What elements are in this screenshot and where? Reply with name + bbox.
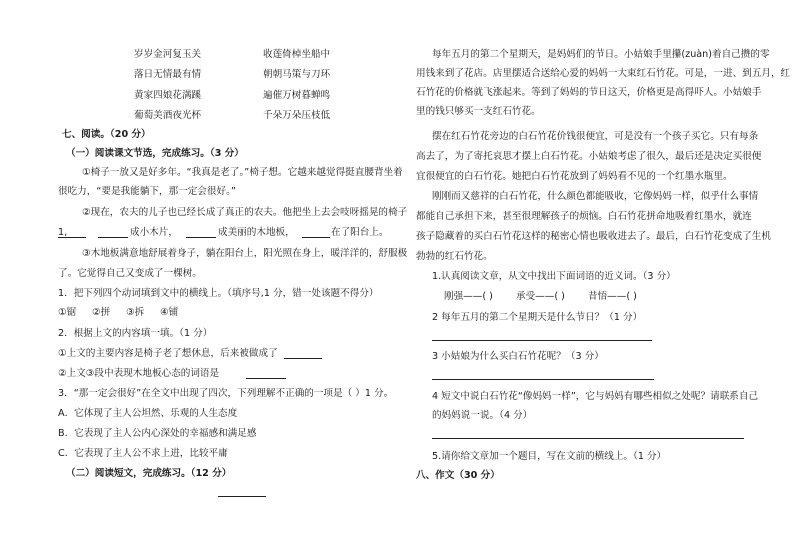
- blank-2[interactable]: [98, 237, 128, 238]
- q2-blank-1[interactable]: [284, 358, 322, 359]
- para2-line2-b: 成小木片，: [130, 227, 178, 238]
- rq4-line2: 的妈妈说一说。（4 分）: [432, 410, 533, 421]
- story-p1-line3: 石竹花的价格就飞涨起来。等到了妈妈的节日这天，价格更是高得吓人。小姑娘手: [416, 87, 762, 98]
- q2-blank-2[interactable]: [246, 378, 286, 379]
- para2-line1: ②现在，农夫的儿子也已经长成了真正的农夫。他把坐上去会吱呀摇晃的椅子: [82, 207, 408, 218]
- story-p2-line3: 宜很便宜的白石竹花。她把白石竹花放到了妈妈看不见的一个红墨水瓶里。: [416, 171, 733, 182]
- rq4-line1: 4 短文中说白石竹花“像妈妈一样”，它与妈妈有哪些相似之处呢？请联系自己: [432, 391, 759, 402]
- para2-line2-a: 1,: [58, 227, 68, 238]
- q1-option-4: ④铺: [160, 307, 179, 318]
- rq1-text: 1.认真阅读文章，从文中找出下面词语的近义词。（3 分）: [432, 271, 676, 282]
- match-right-4: 千朵万朵压枝低: [263, 110, 331, 121]
- q2-text: 2．根据上文的内容填一填。（1 分）: [58, 328, 213, 339]
- match-right-2: 朝朝马策与刀环: [263, 69, 331, 80]
- story-p1-line4: 里的钱只够买一支红石竹花。: [416, 106, 541, 117]
- match-right-3: 遍催万树暮蝉鸣: [263, 90, 331, 101]
- blank-4[interactable]: [302, 237, 330, 238]
- story-p3-line3: 孩子隐藏着的买白石竹花这样的秘密心情也吸收进去了。最后，白石竹花变成了生机: [416, 231, 771, 242]
- q3-text: 3．“那一定会很好”在全文中出现了四次，下列理解不正确的一项是（ ）1 分。: [58, 388, 394, 399]
- para3-line1: ③木地板满意地舒展着身子，躺在阳台上，阳光照在身上，暖洋洋的，舒服极: [82, 248, 408, 259]
- part1-title: （一）阅读课文节选，完成练习。（3 分）: [66, 148, 244, 159]
- q3-option-c: C．它表现了主人公不求上进，比较平庸: [58, 448, 228, 459]
- q3-option-b: B．它表现了主人公内心深处的幸福感和满足感: [58, 428, 257, 439]
- rq4-answer-line[interactable]: [432, 438, 744, 439]
- section7-title: 七、阅读。（20 分）: [62, 129, 151, 140]
- q1-text: 1．把下列四个动词填到文中的横线上。（填序号,1 分，错一处该题不得分）: [58, 288, 379, 299]
- q2-line1: ①上文的主要内容是椅子老了想休息，后来被做成了: [58, 348, 278, 359]
- para2-line2-d: 在了阳台上。: [331, 227, 389, 238]
- match-left-4: 葡萄美酒夜光杯: [134, 110, 202, 121]
- rq1-item-1[interactable]: 刚强——( ): [444, 291, 493, 302]
- rq2-answer-line[interactable]: [432, 340, 652, 341]
- para3-line2: 了。它觉得自己又变成了一棵树。: [58, 268, 202, 279]
- rq5-text: 5.请你给文章加一个题目，写在文前的横线上。（1 分）: [432, 451, 667, 462]
- match-left-1: 岁岁金河复玉关: [134, 49, 202, 60]
- section8-title: 八、作文（30 分）: [416, 470, 500, 481]
- rq1-item-3[interactable]: 昔悟——( ): [588, 291, 637, 302]
- q1-option-2: ②拼: [92, 307, 111, 318]
- story-p3-line1: 刚刚而又慈祥的白石竹花，什么颜色都能吸收，它像妈妈一样，似乎什么事情: [432, 191, 759, 202]
- para1-line1: ①椅子一放又是好多年。“我真是老了。”椅子想。它越来越觉得挺直腰背坐着: [82, 167, 403, 178]
- story-p3-line4: 勃勃的红石竹花。: [416, 251, 493, 262]
- para2-line2-c: 成美丽的木地板，: [218, 227, 295, 238]
- story-p1-line2: 用钱来到了花店。店里摆适合送给心爱的妈妈一大束红石竹花。可是，一进、到五月，红: [416, 68, 791, 79]
- part2-title: （二）阅读短文，完成练习。（12 分）: [66, 468, 232, 479]
- q1-option-3: ③拆: [126, 307, 145, 318]
- rq3-text: 3 小姑娘为什么买白石竹花呢？（3 分）: [432, 351, 604, 362]
- match-left-3: 黄家四娘花满蹊: [134, 90, 202, 101]
- rq2-text: 2 每年五月的第二个星期天是什么节日？（1 分）: [432, 312, 643, 323]
- blank-3[interactable]: [186, 237, 216, 238]
- story-p2-line1: 摆在红石竹花旁边的白石竹花价钱很便宜，可是没有一个孩子买它。只有每条: [432, 131, 759, 142]
- match-right-1: 收莲倚棹坐船中: [263, 49, 331, 60]
- story-p1-line1: 每年五月的第二个星期天，是妈妈们的节日。小姑娘手里攥(zuàn)着自己攒的零: [432, 49, 770, 60]
- q2-line2: ②上文③段中表现木地板心态的词语是: [58, 368, 220, 379]
- q1-option-1: ①锯: [58, 307, 77, 318]
- match-left-2: 落日无情最有情: [134, 69, 202, 80]
- para1-line2: 很吃力，“要是我能躺下，那一定会很好。”: [58, 186, 236, 197]
- rq1-item-2[interactable]: 承受——( ): [516, 291, 565, 302]
- story-p3-line2: 都能自己承担下来，甚至很理解孩子的烦恼。白石竹花拼命地吸着红墨水，就连: [416, 211, 752, 222]
- story-p2-line2: 高去了，为了寄托哀思才摆上白石竹花。小姑娘考虑了很久，最后还是决定买很便: [416, 151, 762, 162]
- blank-1[interactable]: [58, 237, 86, 238]
- q3-option-a: A．它体现了主人公坦然、乐观的人生态度: [58, 408, 238, 419]
- rq3-answer-line[interactable]: [432, 379, 654, 380]
- story-title-blank[interactable]: [218, 496, 266, 497]
